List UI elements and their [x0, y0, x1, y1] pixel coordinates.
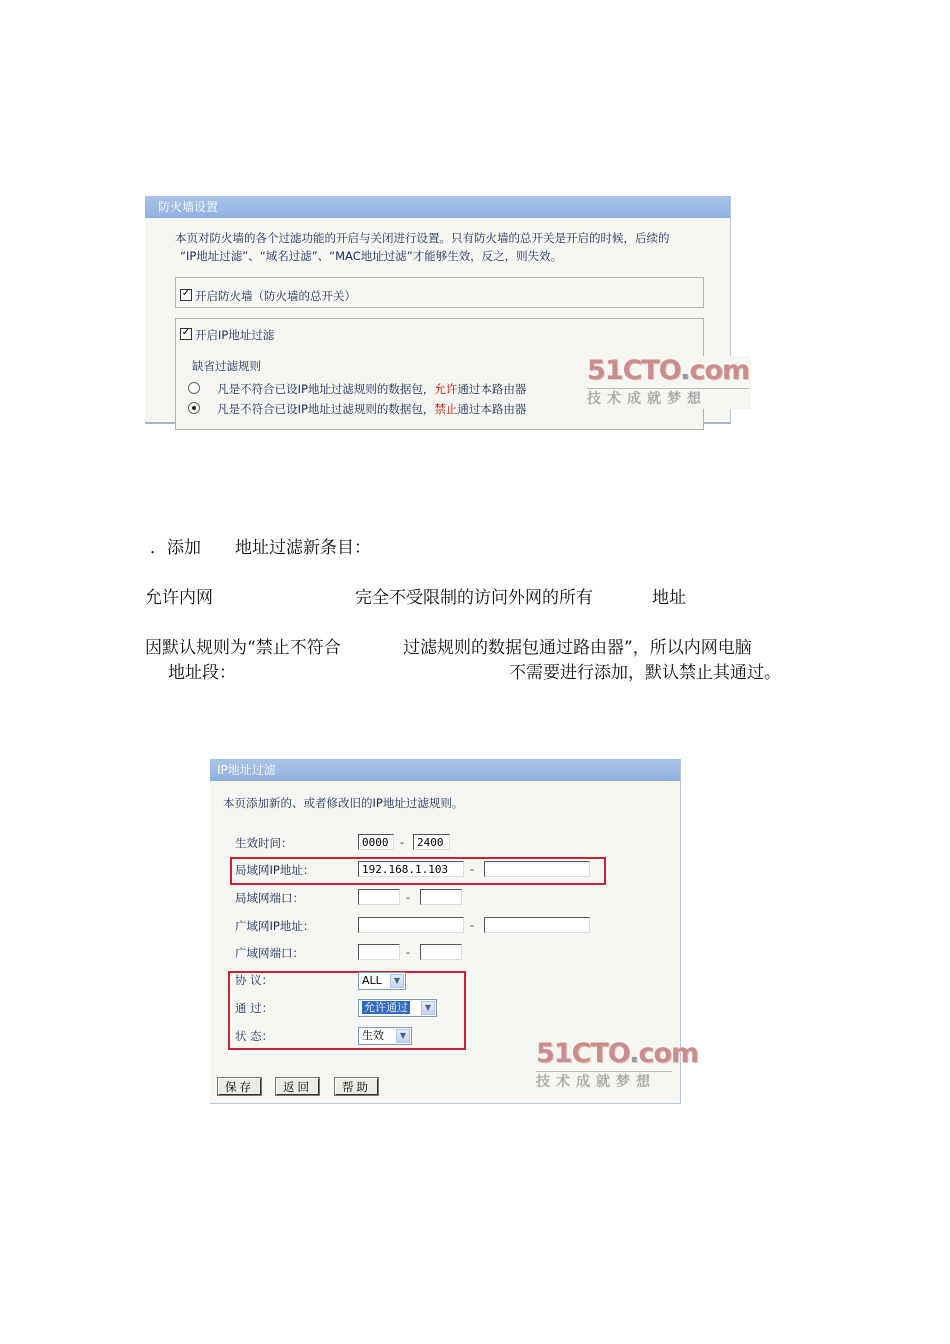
rule-allow-text: 凡是不符合已设IP地址过滤规则的数据包，允许通过本路由器 — [217, 382, 527, 396]
ip-filter-panel — [210, 759, 699, 1104]
time-start-input[interactable]: 0000 — [358, 834, 394, 850]
master-switch-checkbox[interactable] — [180, 289, 192, 301]
ip-filter-label: 开启IP地址过滤 — [195, 328, 275, 342]
panel-description — [175, 229, 710, 265]
description-line-2: “IP地址过滤”、“域名过滤”、“MAC地址过滤”才能够生效，反之，则失效。 — [180, 249, 563, 263]
save-button[interactable]: 保存 — [218, 1078, 261, 1095]
ip-filter-row[interactable] — [180, 324, 274, 343]
lan-port-dash: - — [406, 891, 410, 904]
master-switch-box — [175, 277, 704, 308]
status-select[interactable] — [358, 1027, 412, 1045]
doc-line-2a: 允许内网 — [145, 588, 213, 608]
protocol-select[interactable] — [358, 972, 406, 990]
description-line-1: 本页对防火墙的各个过滤功能的开启与关闭进行设置。只有防火墙的总开关是开启的时候，后续的 — [175, 231, 670, 245]
master-switch-row[interactable] — [180, 285, 356, 304]
master-switch-label: 开启防火墙（防火墙的总开关） — [195, 289, 356, 303]
time-dash: - — [400, 836, 404, 849]
firewall-settings-panel — [145, 196, 750, 424]
doc-line-4b: 不需要进行添加，默认禁止其通过。 — [509, 663, 781, 683]
wan-ip-dash: - — [470, 919, 474, 932]
time-label: 生效时间： — [235, 836, 293, 850]
chevron-down-icon[interactable]: ▼ — [396, 1029, 410, 1043]
time-end-input[interactable]: 2400 — [413, 834, 450, 850]
protocol-value: ALL — [362, 974, 382, 987]
protocol-label: 协 议： — [235, 973, 274, 987]
panel-title: 防火墙设置 — [145, 196, 730, 218]
status-label: 状 态： — [235, 1029, 274, 1043]
doc-line-3b: 过滤规则的数据包通过路由器”，所以内网电脑 — [403, 638, 752, 658]
lan-port-start-input[interactable] — [358, 889, 400, 905]
pass-label: 通 过： — [235, 1001, 274, 1015]
rule-allow-radio[interactable] — [188, 382, 200, 394]
wan-ip-end-input[interactable] — [484, 917, 590, 933]
watermark-slogan: 技术成就梦想 — [587, 391, 707, 407]
lan-ip-end-input[interactable] — [484, 861, 590, 877]
panel-title: IP地址过滤 — [210, 759, 680, 781]
rule-deny-row[interactable] — [188, 398, 526, 417]
wan-ip-label: 广域网IP地址： — [235, 919, 315, 933]
wan-port-dash: - — [406, 946, 410, 959]
watermark-1 — [585, 356, 751, 409]
panel-description: 本页添加新的、或者修改旧的IP地址过滤规则。 — [223, 796, 464, 810]
doc-line-2c: 地址 — [652, 588, 686, 608]
pass-select[interactable] — [358, 999, 437, 1017]
watermark-brand: 51CTO.com — [536, 1038, 699, 1069]
ip-filter-checkbox[interactable] — [180, 328, 192, 340]
doc-line-2b: 完全不受限制的访问外网的所有 — [355, 588, 593, 608]
wan-port-label: 广域网端口： — [235, 946, 304, 960]
watermark-2 — [536, 1039, 698, 1092]
lan-ip-dash: - — [470, 863, 474, 876]
back-button[interactable]: 返回 — [276, 1078, 319, 1095]
wan-port-end-input[interactable] — [420, 944, 462, 960]
chevron-down-icon[interactable]: ▼ — [421, 1001, 435, 1015]
allow-keyword: 允许 — [434, 382, 458, 396]
status-value: 生效 — [362, 1029, 384, 1042]
rule-deny-text: 凡是不符合已设IP地址过滤规则的数据包，禁止通过本路由器 — [217, 402, 527, 416]
default-rule-heading: 缺省过滤规则 — [192, 359, 261, 373]
help-button[interactable]: 帮助 — [335, 1078, 378, 1095]
doc-line-4a: 地址段： — [168, 663, 236, 683]
lan-ip-start-input[interactable]: 192.168.1.103 — [358, 861, 464, 877]
wan-ip-start-input[interactable] — [358, 917, 464, 933]
lan-port-label: 局域网端口： — [235, 891, 304, 905]
pass-value: 允许通过 — [364, 1001, 408, 1014]
watermark-brand: 51CTO.com — [587, 355, 750, 386]
chevron-down-icon[interactable]: ▼ — [390, 974, 404, 988]
wan-port-start-input[interactable] — [358, 944, 400, 960]
doc-step-heading: ．添加 地址过滤新条目： — [150, 538, 371, 558]
rule-allow-row[interactable] — [188, 378, 526, 397]
lan-ip-label: 局域网IP地址： — [235, 863, 315, 877]
lan-port-end-input[interactable] — [420, 889, 462, 905]
watermark-slogan: 技术成就梦想 — [536, 1074, 656, 1090]
doc-line-3a: 因默认规则为“禁止不符合 — [145, 638, 341, 658]
deny-keyword: 禁止 — [434, 402, 458, 416]
rule-deny-radio[interactable] — [188, 402, 200, 414]
